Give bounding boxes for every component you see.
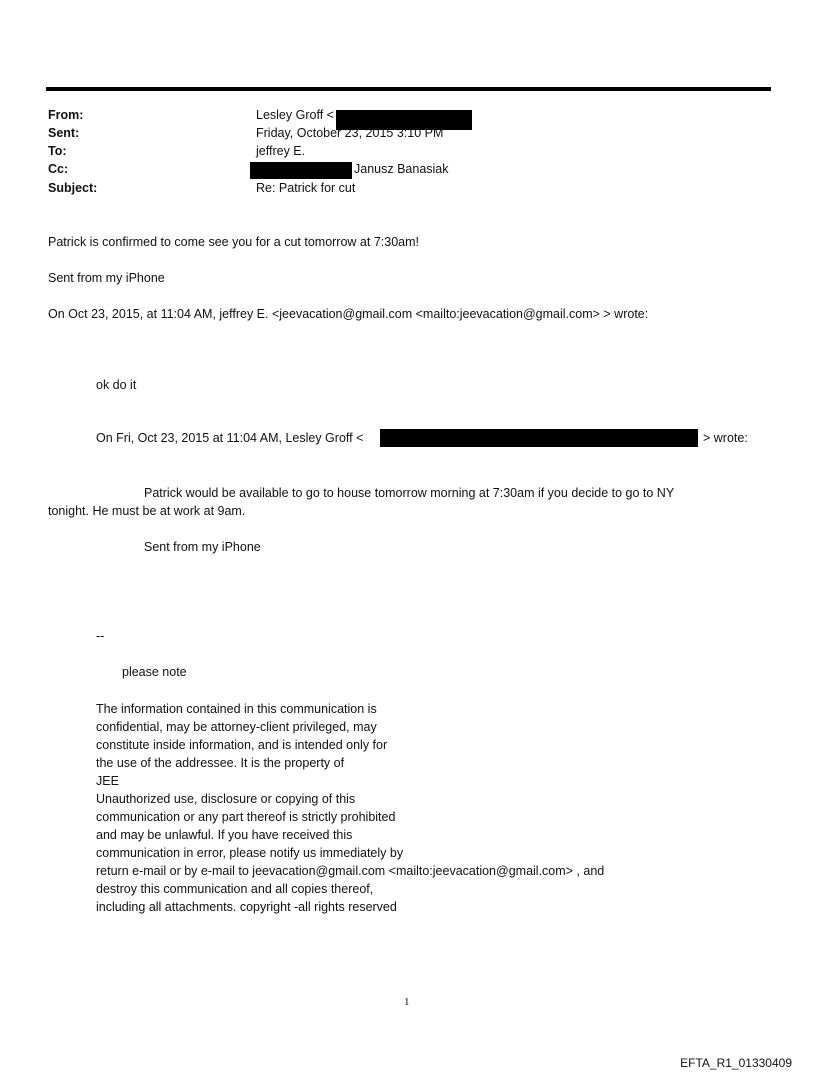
disclaimer-line: and may be unlawful. If you have received this — [96, 828, 353, 842]
disclaimer — [96, 700, 604, 916]
disclaimer-line: the use of the addressee. It is the property of — [96, 756, 345, 770]
quoted-line: tonight. He must be at work at 9am. — [48, 504, 246, 518]
disclaimer-line: confidential, may be attorney-client privileged, may — [96, 720, 377, 734]
disclaimer-line: The information contained in this communication is — [96, 702, 377, 716]
quoted-line: ok do it — [96, 378, 137, 392]
signature-separator: -- — [96, 629, 105, 643]
quoted-line: Sent from my iPhone — [144, 540, 261, 554]
header-rule — [46, 87, 771, 91]
sent-value: Friday, October 23, 2015 3:10 PM — [256, 126, 444, 140]
disclaimer-line: JEE — [96, 774, 119, 788]
please-note: please note — [122, 665, 187, 679]
disclaimer-line: including all attachments. copyright -all rights reserved — [96, 900, 397, 914]
disclaimer-line: constitute inside information, and is intended only for — [96, 738, 388, 752]
disclaimer-line: communication or any part thereof is strictly prohibited — [96, 810, 396, 824]
disclaimer-line: return e-mail or by e-mail to jeevacation@gmail.com <mailto:jeevacation@gmail.com> , and — [96, 864, 605, 878]
from-value: Lesley Groff < — [256, 108, 334, 122]
sent-label: Sent: — [48, 126, 80, 140]
page-number: 1 — [404, 996, 410, 1008]
disclaimer-line: communication in error, please notify us immediately by — [96, 846, 404, 860]
to-label: To: — [48, 144, 67, 158]
subject-label: Subject: — [48, 181, 98, 195]
body-line: Patrick is confirmed to come see you for a cut tomorrow at 7:30am! — [48, 235, 419, 249]
disclaimer-line: destroy this communication and all copies thereof, — [96, 882, 374, 896]
document-id: EFTA_R1_01330409 — [680, 1056, 792, 1070]
redaction-box — [380, 429, 698, 447]
body-line: Sent from my iPhone — [48, 271, 165, 285]
cc-value: Janusz Banasiak — [354, 162, 449, 176]
quoted-line: Patrick would be available to go to house tomorrow morning at 7:30am if you decide to go to NY — [144, 486, 675, 500]
quoted-line: > wrote: — [703, 431, 748, 445]
body-line: On Oct 23, 2015, at 11:04 AM, jeffrey E. <jeevacation@gmail.com <mailto:jeevacation@gmail.com> > wrote: — [48, 307, 649, 321]
from-label: From: — [48, 108, 84, 122]
redaction-box — [250, 162, 352, 179]
cc-label: Cc: — [48, 162, 69, 176]
disclaimer-line: Unauthorized use, disclosure or copying of this — [96, 792, 356, 806]
quoted-line: On Fri, Oct 23, 2015 at 11:04 AM, Lesley Groff < — [96, 431, 364, 445]
subject-value: Re: Patrick for cut — [256, 181, 356, 195]
to-value: jeffrey E. — [256, 144, 306, 158]
